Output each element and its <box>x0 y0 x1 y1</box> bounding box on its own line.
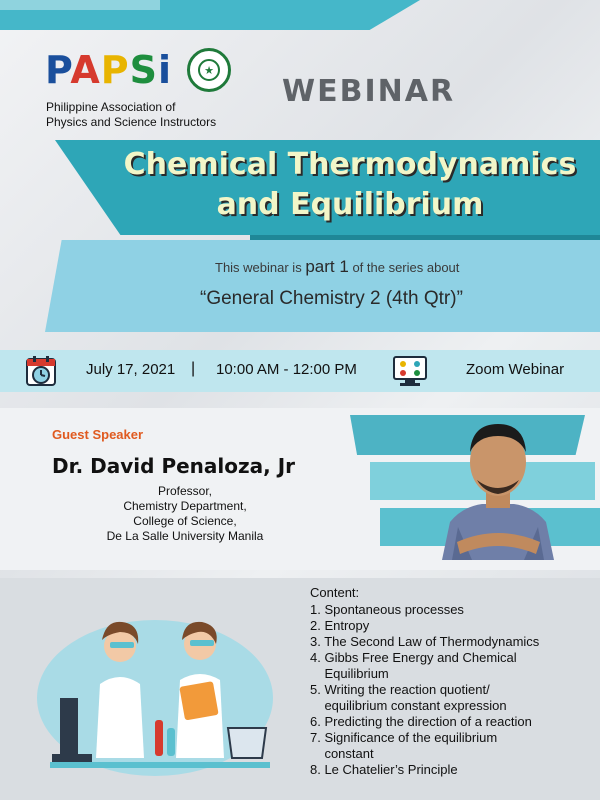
content-heading: Content: <box>310 585 360 600</box>
series-suffix: of the series about <box>352 260 460 275</box>
speaker-photo <box>432 412 564 560</box>
title-line1: Chemical Thermodynamics <box>123 147 577 182</box>
speaker-title-line: Chemistry Department, <box>123 499 247 513</box>
list-item: 3. The Second Law of Thermodynamics <box>310 634 540 649</box>
event-platform: Zoom Webinar <box>466 361 565 378</box>
list-item: 4. Gibbs Free Energy and Chemical <box>310 650 517 665</box>
org-name <box>46 100 216 130</box>
event-date: July 17, 2021 <box>86 361 176 378</box>
speaker-title-line: Professor, <box>157 484 213 498</box>
content-list <box>310 602 595 778</box>
list-item: 2. Entropy <box>310 618 370 633</box>
top-accent-stripe-light <box>0 0 160 10</box>
calendar-clock-icon <box>24 354 58 388</box>
org-name-line2: Physics and Science Instructors <box>46 115 217 129</box>
list-item: 5. Writing the reaction quotient/ <box>310 682 490 697</box>
series-name: “General Chemistry 2 (4th Qtr)” <box>200 288 463 309</box>
series-band <box>45 240 600 332</box>
list-item: 8. Le Chatelier’s Principle <box>310 762 458 777</box>
list-item: 6. Predicting the direction of a reaction <box>310 714 532 729</box>
webinar-title <box>100 145 600 225</box>
speaker-title-line: College of Science, <box>133 514 237 528</box>
org-name-line1: Philippine Association of <box>46 100 176 114</box>
list-item: equilibrium constant expression <box>310 698 507 713</box>
speaker-title-line: De La Salle University Manila <box>106 529 264 543</box>
scientists-illustration <box>30 588 280 788</box>
papsi-logo: PAPSi <box>45 48 173 92</box>
series-part: part 1 <box>305 257 349 276</box>
series-prefix: This webinar is <box>215 260 302 275</box>
list-item: Equilibrium <box>310 666 389 681</box>
event-time: 10:00 AM - 12:00 PM <box>216 361 357 378</box>
date-time-separator: | <box>191 360 196 377</box>
guest-speaker-label: Guest Speaker <box>52 427 144 442</box>
dlsu-seal-icon: ★ <box>187 48 231 92</box>
speaker-title <box>95 484 275 544</box>
list-item: 1. Spontaneous processes <box>310 602 464 617</box>
speaker-name: Dr. David Penaloza, Jr <box>52 454 295 478</box>
series-intro <box>215 257 459 277</box>
online-meeting-icon <box>390 354 430 388</box>
title-line2: and Equilibrium <box>216 187 484 222</box>
list-item: 7. Significance of the equilibrium <box>310 730 498 745</box>
list-item: constant <box>310 746 374 761</box>
webinar-label: WEBINAR <box>282 74 456 109</box>
